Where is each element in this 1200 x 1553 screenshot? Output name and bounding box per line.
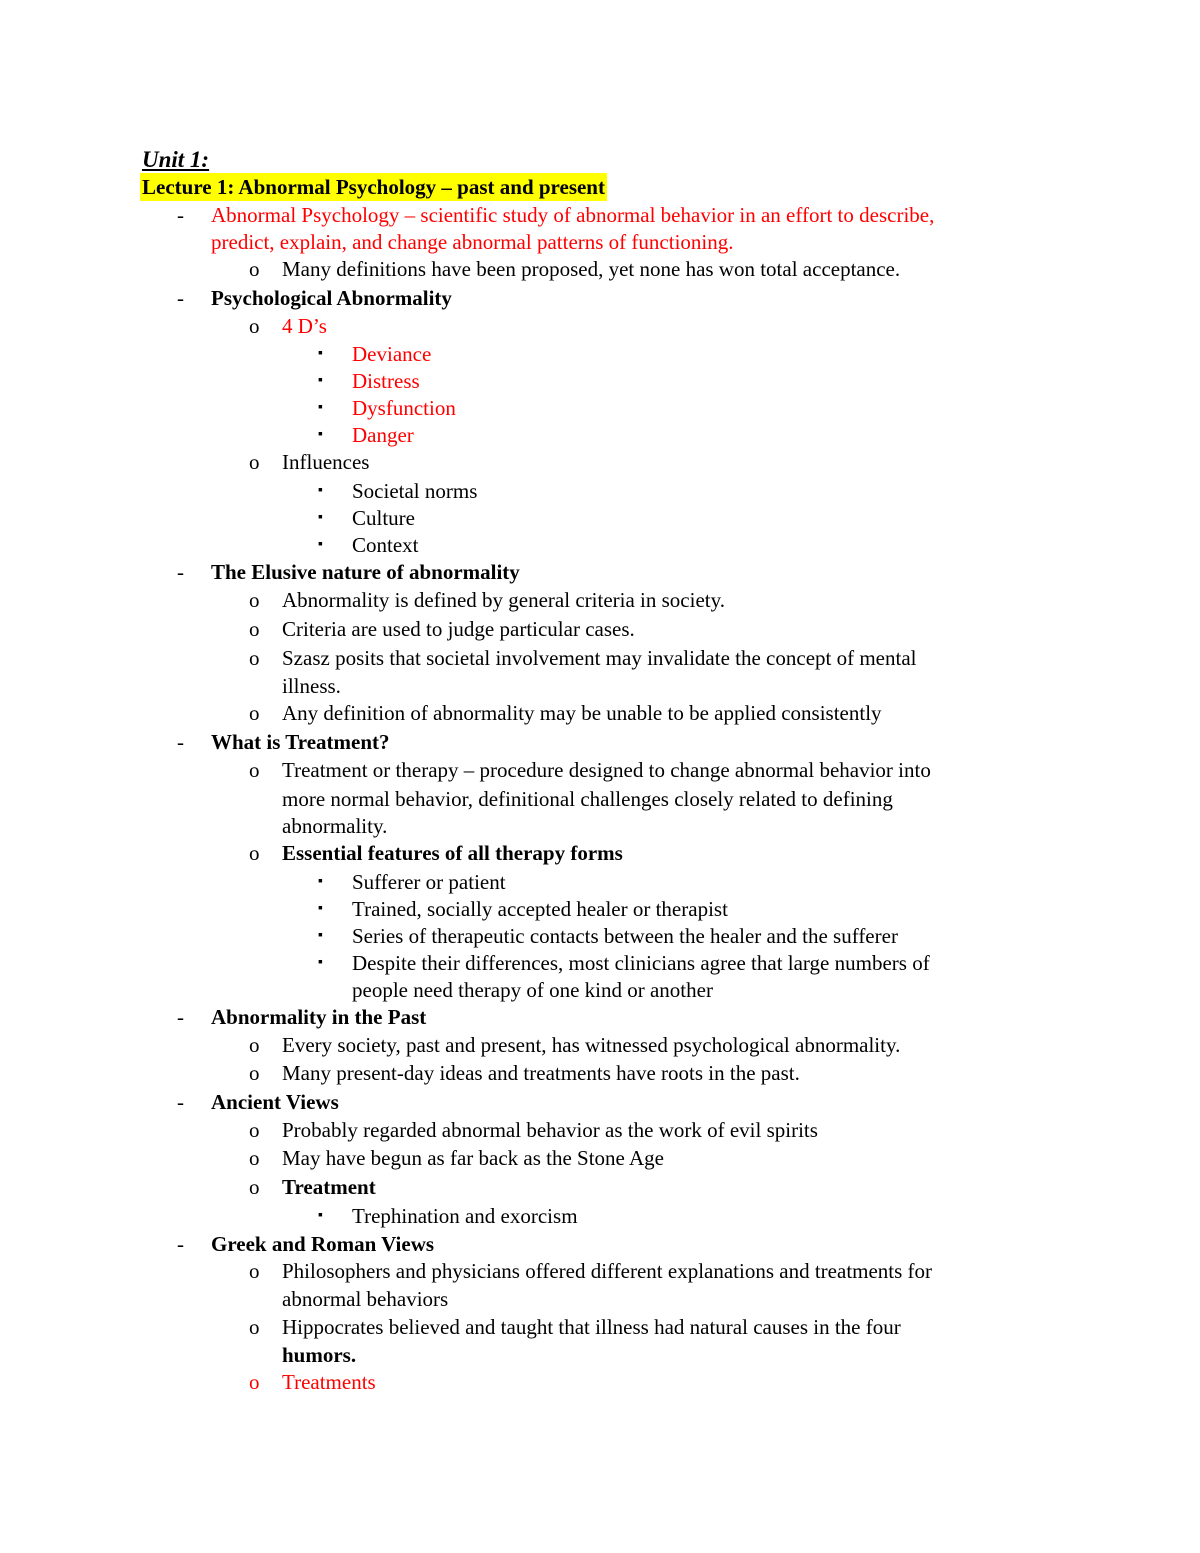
- list-item: Context: [352, 533, 419, 557]
- list-item: Danger: [352, 423, 414, 447]
- section-heading: Abnormality in the Past: [211, 1005, 427, 1029]
- dash-marker: -: [177, 1232, 184, 1256]
- circle-marker: o: [249, 1259, 260, 1283]
- circle-marker: o: [249, 701, 260, 725]
- definition-line: predict, explain, and change abnormal patterns of functioning.: [211, 230, 734, 254]
- definition-line: Abnormal Psychology – scientific study of abnormal behavior in an effort to describe,: [211, 203, 935, 227]
- list-item: Societal norms: [352, 479, 478, 503]
- list-item: Criteria are used to judge particular cases.: [282, 617, 635, 641]
- square-marker: ▪: [318, 400, 323, 415]
- circle-marker: o: [249, 1175, 260, 1199]
- list-item: Despite their differences, most clinicians agree that large numbers of: [352, 951, 930, 975]
- list-item: May have begun as far back as the Stone Age: [282, 1146, 664, 1170]
- circle-marker: o: [249, 450, 260, 474]
- circle-marker: o: [249, 1146, 260, 1170]
- section-heading: Ancient Views: [211, 1090, 339, 1114]
- circle-marker: o: [249, 257, 260, 281]
- list-item: Series of therapeutic contacts between the healer and the sufferer: [352, 924, 898, 948]
- square-marker: ▪: [318, 373, 323, 388]
- lecture-title: Lecture 1: Abnormal Psychology – past and present: [142, 175, 605, 199]
- list-item: Dysfunction: [352, 396, 456, 420]
- circle-marker: o: [249, 841, 260, 865]
- square-marker: ▪: [318, 537, 323, 552]
- list-item: Every society, past and present, has witnessed psychological abnormality.: [282, 1033, 901, 1057]
- section-heading: Greek and Roman Views: [211, 1232, 435, 1256]
- list-item: Treatment or therapy – procedure designed to change abnormal behavior into: [282, 758, 931, 782]
- list-item: Philosophers and physicians offered different explanations and treatments for: [282, 1259, 933, 1283]
- circle-marker: o: [249, 1370, 260, 1394]
- section-heading: Psychological Abnormality: [211, 286, 452, 310]
- dash-marker: -: [177, 1090, 184, 1114]
- subsection-heading: Treatment: [282, 1175, 376, 1199]
- subsection-heading: Essential features of all therapy forms: [282, 841, 623, 865]
- list-item: Abnormality is defined by general criteria in society.: [282, 588, 725, 612]
- dash-marker: -: [177, 286, 184, 310]
- list-item: Probably regarded abnormal behavior as the work of evil spirits: [282, 1118, 818, 1142]
- dash-marker: -: [177, 560, 184, 584]
- square-marker: ▪: [318, 928, 323, 943]
- square-marker: ▪: [318, 901, 323, 916]
- list-item-continuation: abnormal behaviors: [282, 1287, 449, 1311]
- square-marker: ▪: [318, 1208, 323, 1223]
- list-item: Influences: [282, 450, 370, 474]
- list-item: Trephination and exorcism: [352, 1204, 578, 1228]
- list-item: Culture: [352, 506, 415, 530]
- square-marker: ▪: [318, 955, 323, 970]
- circle-marker: o: [249, 588, 260, 612]
- list-item: Many present-day ideas and treatments have roots in the past.: [282, 1061, 800, 1085]
- square-marker: ▪: [318, 874, 323, 889]
- list-item: Szasz posits that societal involvement may invalidate the concept of mental: [282, 646, 917, 670]
- unit-title: Unit 1:: [142, 147, 210, 172]
- dash-marker: -: [177, 203, 184, 227]
- circle-marker: o: [249, 1315, 260, 1339]
- list-item-continuation: abnormality.: [282, 814, 388, 838]
- circle-marker: o: [249, 758, 260, 782]
- list-item-continuation: illness.: [282, 674, 341, 698]
- square-marker: ▪: [318, 427, 323, 442]
- circle-marker: o: [249, 1033, 260, 1057]
- list-item: Many definitions have been proposed, yet none has won total acceptance.: [282, 257, 901, 281]
- circle-marker: o: [249, 314, 260, 338]
- square-marker: ▪: [318, 346, 323, 361]
- list-item: Deviance: [352, 342, 432, 366]
- list-item-continuation: more normal behavior, definitional challenges closely related to defining: [282, 787, 893, 811]
- circle-marker: o: [249, 617, 260, 641]
- square-marker: ▪: [318, 510, 323, 525]
- list-item-continuation: people need therapy of one kind or another: [352, 978, 713, 1002]
- list-item: Hippocrates believed and taught that illness had natural causes in the four: [282, 1315, 901, 1339]
- list-item: Treatments: [282, 1370, 376, 1394]
- list-item: Any definition of abnormality may be unable to be applied consistently: [282, 701, 882, 725]
- list-item: Sufferer or patient: [352, 870, 506, 894]
- dash-marker: -: [177, 1005, 184, 1029]
- dash-marker: -: [177, 730, 184, 754]
- section-heading: The Elusive nature of abnormality: [211, 560, 520, 584]
- list-item: Distress: [352, 369, 420, 393]
- list-item-continuation: humors.: [282, 1343, 357, 1367]
- list-item: Trained, socially accepted healer or therapist: [352, 897, 728, 921]
- section-heading: What is Treatment?: [211, 730, 390, 754]
- square-marker: ▪: [318, 483, 323, 498]
- circle-marker: o: [249, 1061, 260, 1085]
- list-item: 4 D’s: [282, 314, 327, 338]
- circle-marker: o: [249, 1118, 260, 1142]
- circle-marker: o: [249, 646, 260, 670]
